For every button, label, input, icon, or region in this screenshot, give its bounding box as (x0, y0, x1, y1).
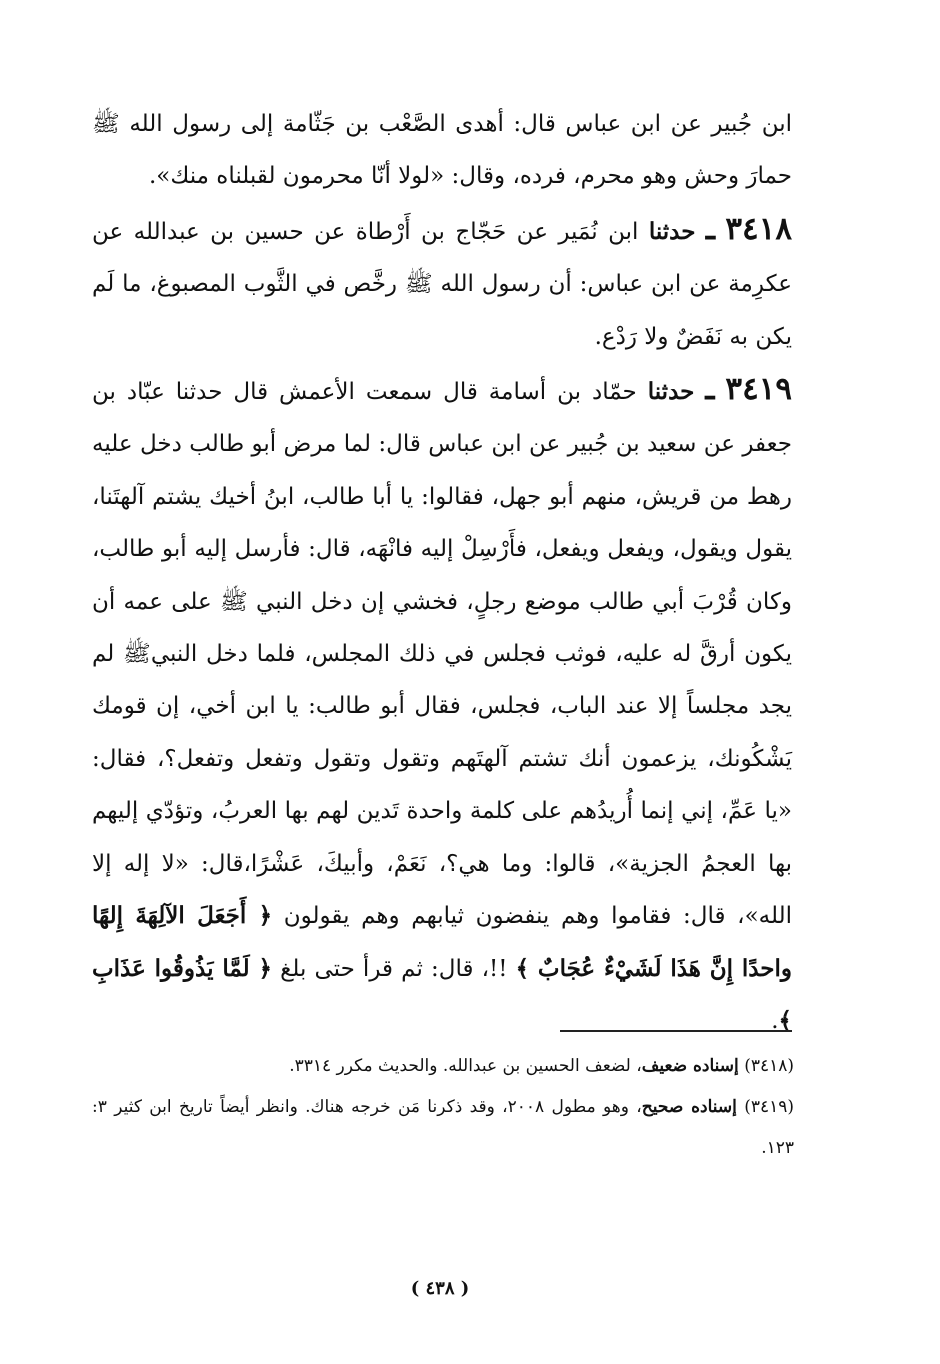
hadith-text-end: . (771, 1007, 779, 1034)
footnote-text: ، وهو مطول ٢٠٠٨، وقد ذكرنا مَن خرجه هناك. وانظر أيضاً تاريخ ابن كثير ٣: ١٢٣. (92, 1097, 794, 1158)
footnote-3418 (92, 1046, 794, 1087)
hadith-text: ابن نُمَير عن حَجّاج بن أَرْطاة عن حسين بن عبدالله عن عكرِمة عن ابن عباس: أن رسول الله ﷺ رخَّص في الثَّوب المصبوغ، ما لَم يكن به نَفَضٌ ولا رَدْع. (92, 218, 792, 350)
footnote-3419 (92, 1087, 794, 1169)
haddathana-label: حدثنا (648, 217, 696, 245)
main-text-block (92, 98, 792, 1047)
footnote-grading: إسناده صحيح (641, 1097, 737, 1117)
hadith-text: حمّاد بن أسامة قال سمعت الأعمش قال حدثنا عبّاد بن جعفر عن سعيد بن جُبير عن ابن عباس قال: لما مرض أبو طالب دخل عليه رهط من قريش، منهم أبو جهل، فقالوا: يا أبا طالب، ابنُ أخيك يشتم آلهتَنا، يقول ويقول، ويفعل ويفعل، فأَرْسِلْ إليه فانْهَه، قال: فأرسل إليه أبو طالب، وكان قُرْبَ أبي طالب موضع رجلٍ، فخشي إن دخل النبي ﷺ على عمه أن يكون أرقَّ له عليه، فوثب فجلس في ذلك المجلس، فلما دخل النبيﷺ لم يجد مجلساً إلا عند الباب، فجلس، فقال أبو طالب: يا ابن أخي، إن قومك يَشْكُونك، يزعمون أنك تشتم آلهتَهم وتقول وتقول وتفعل وتفعل؟، فقال: «يا عَمِّ، إني إنما أُريدُهم على كلمة واحدة تَدين لهم بها العربُ، وتؤدّي إليهم بها العجمُ الجزية»، قالوا: وما هي؟، نَعَمْ، وأبيكَ، عَشْرًا،قال: «لا إله إلا الله»، قال: فقاموا وهم ينفضون ثيابهم وهم يقولون (92, 379, 793, 930)
page-number: ( ٤٣٨ ) (410, 1278, 470, 1299)
footnote-number: (٣٤١٨) (744, 1056, 794, 1076)
paragraph-continuation (92, 98, 792, 203)
hadith-3418 (92, 203, 792, 363)
footnote-number: (٣٤١٩) (744, 1097, 795, 1117)
haddathana-label: حدثنا (647, 378, 695, 406)
footnotes-block (92, 1046, 794, 1169)
quran-verse: ﴿ أَجَعَلَ الآلِهَةَ إِلهًا واحدًا إِنَّ هَذَا لَشَيْءٌ عُجَابٌ ﴾ (92, 902, 793, 982)
quran-verse: ﴿ لَمَّا يَذُوقُوا عَذَابِ ﴾ (92, 954, 792, 1034)
hadith-dash: ـ (705, 371, 715, 408)
footnote-divider (560, 1030, 792, 1032)
footnote-grading: إسناده ضعيف (641, 1056, 739, 1076)
hadith-number: ٣٤١٨ (725, 210, 792, 247)
hadith-dash: ـ (705, 210, 715, 247)
hadith-3419 (92, 363, 792, 1047)
footnote-text: ، لضعف الحسين بن عبدالله. والحديث مكرر ٣٣١٤. (289, 1056, 642, 1076)
paragraph-1-text: ابن جُبير عن ابن عباس قال: أهدى الصَّعْب بن جَثّامة إلى رسول الله ﷺ حمارَ وحش وهو محرم، فرده، وقال: «لولا أنّا محرمون لقبلناه منك». (92, 111, 792, 190)
hadith-number: ٣٤١٩ (725, 371, 793, 408)
hadith-text-continued: !!، قال: ثم قرأ حتى بلغ (280, 955, 508, 982)
